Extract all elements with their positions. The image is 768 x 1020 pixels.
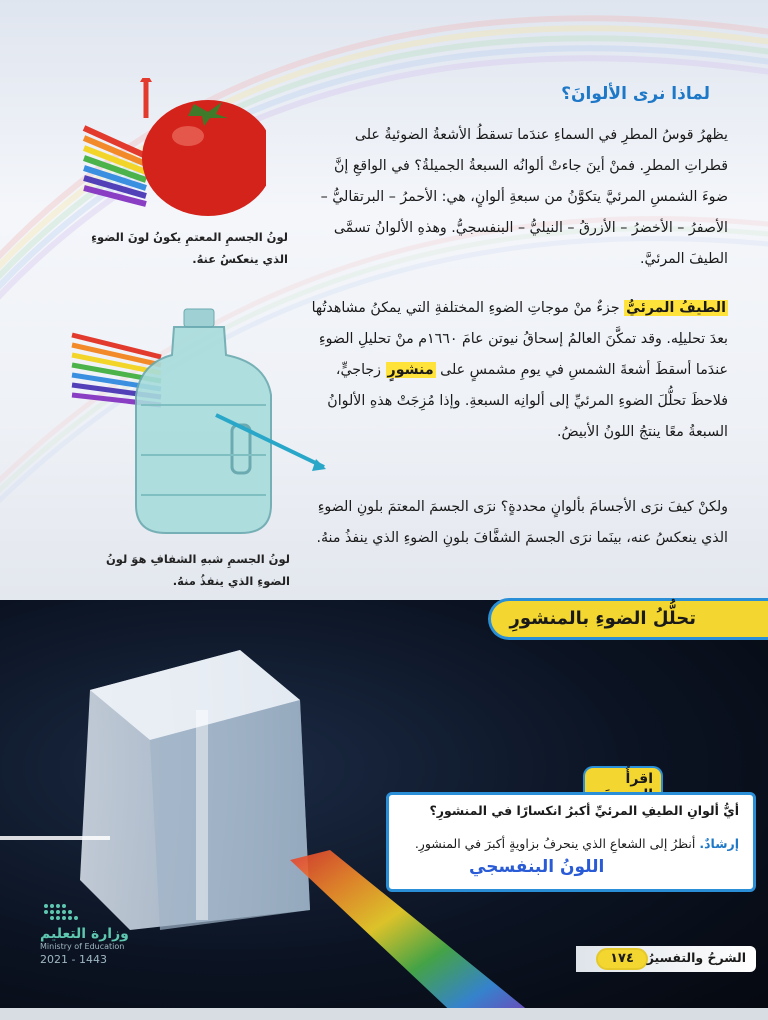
footer-label: الشرحُ والتفسيرُ (646, 950, 746, 965)
read-figure-question: أيُّ ألوانِ الطيفِ المرئيِّ أكبرُ انكسارًا في المنشورِ؟ (429, 803, 739, 818)
section-banner-title: تحلُّلُ الضوءِ بالمنشورِ (509, 608, 696, 629)
term-prism: منشورٍ (387, 362, 434, 378)
ministry-logo (40, 900, 190, 966)
bottle-caption: لونُ الجسمِ شبهِ الشفافِ هوَ لونُ الضوءِ الذي ينفذُ منهُ. (105, 552, 290, 588)
handwritten-answer: اللونُ البنفسجي (469, 857, 605, 877)
read-figure-box (386, 792, 756, 892)
section-heading: لماذا نرى الألوانَ؟ (561, 84, 710, 104)
paragraph-text: زجاجيٍّ، فلاحظَ تحلُّلَ الضوءِ المرئيِّ إلى ألوانِه السبعةِ. وإذا مُزِجَتْ هذهِ الألوانُ السبعةُ معًا ينتجُ اللونُ الأبيضُ. (327, 362, 728, 440)
ministry-year: 2021 - 1443 (40, 953, 107, 966)
ministry-name-arabic: وزارة التعليم (40, 926, 129, 942)
paragraph-rainbow: يظهرُ قوسُ المطرِ في السماءِ عندَما تسقطُ الأشعةُ الضوئيةُ على قطراتِ المطرِ. فمنْ أينَ جاءتْ ألوانُه السبعةُ الجميلةُ؟ في الواقعِ إنَّ ضوءَ الشمسِ المرئيَّ يتكوَّنُ من سبعةِ ألوانٍ، هي: الأحمرُ – البرتقاليُّ – الأصفرُ – الأخضرُ – الأزرقُ – النيليُّ – البنفسجيُّ. وهذهِ الألوانُ تسمَّى الطيفَ المرئيَّ. (320, 127, 728, 267)
ministry-logo-icon (40, 900, 100, 922)
read-figure-title: اقرأُ (625, 771, 653, 787)
read-figure-tab (583, 766, 663, 794)
hint-text: أنظرُ إلى الشعاعِ الذي ينحرفُ بزاويةٍ أكبرَ في المنشورِ. (414, 836, 700, 851)
footer-strip (0, 1008, 768, 1020)
read-figure-hint (399, 831, 739, 857)
water-bottle-illustration (66, 305, 326, 540)
paragraph-text: جزءٌ منْ موجاتِ الضوءِ المختلفةِ التي يمكنُ مشاهدتُها بعدَ تحليلِه. وقد تمكَّنَ العالمُ إسحاقُ نيوتن عامَ ١٦٦٠م منْ تحليلِ الضوءِ عندَما أسقطَ أشعةَ الشمسِ في يومِ مشمسٍ على (311, 300, 728, 378)
tomato-caption: لونُ الجسمِ المعتمِ يكونُ لونَ الضوءِ الذي ينعكسُ عنهُ. (91, 230, 288, 266)
page-number: ١٧٤ (596, 948, 648, 970)
paragraph-object-colors: ولكنْ كيفَ نرَى الأجسامَ بألوانٍ محددةٍ؟ نرَى الجسمَ المعتمَ بلونِ الضوءِ الذي ينعكسُ عنه، بينَما نرَى الجسمَ الشفَّافَ بلونِ الضوءِ الذي ينفذُ منهُ. (316, 499, 728, 546)
ministry-name-english: Ministry of Education (40, 942, 125, 951)
paragraph-visible-spectrum (308, 293, 728, 483)
tomato-illustration (76, 78, 266, 218)
term-visible-spectrum: الطيفُ المرئيُّ (626, 300, 726, 316)
hint-label: إرشادٌ. (699, 836, 739, 851)
light-rays-icon (84, 78, 152, 204)
section-banner (488, 598, 768, 640)
